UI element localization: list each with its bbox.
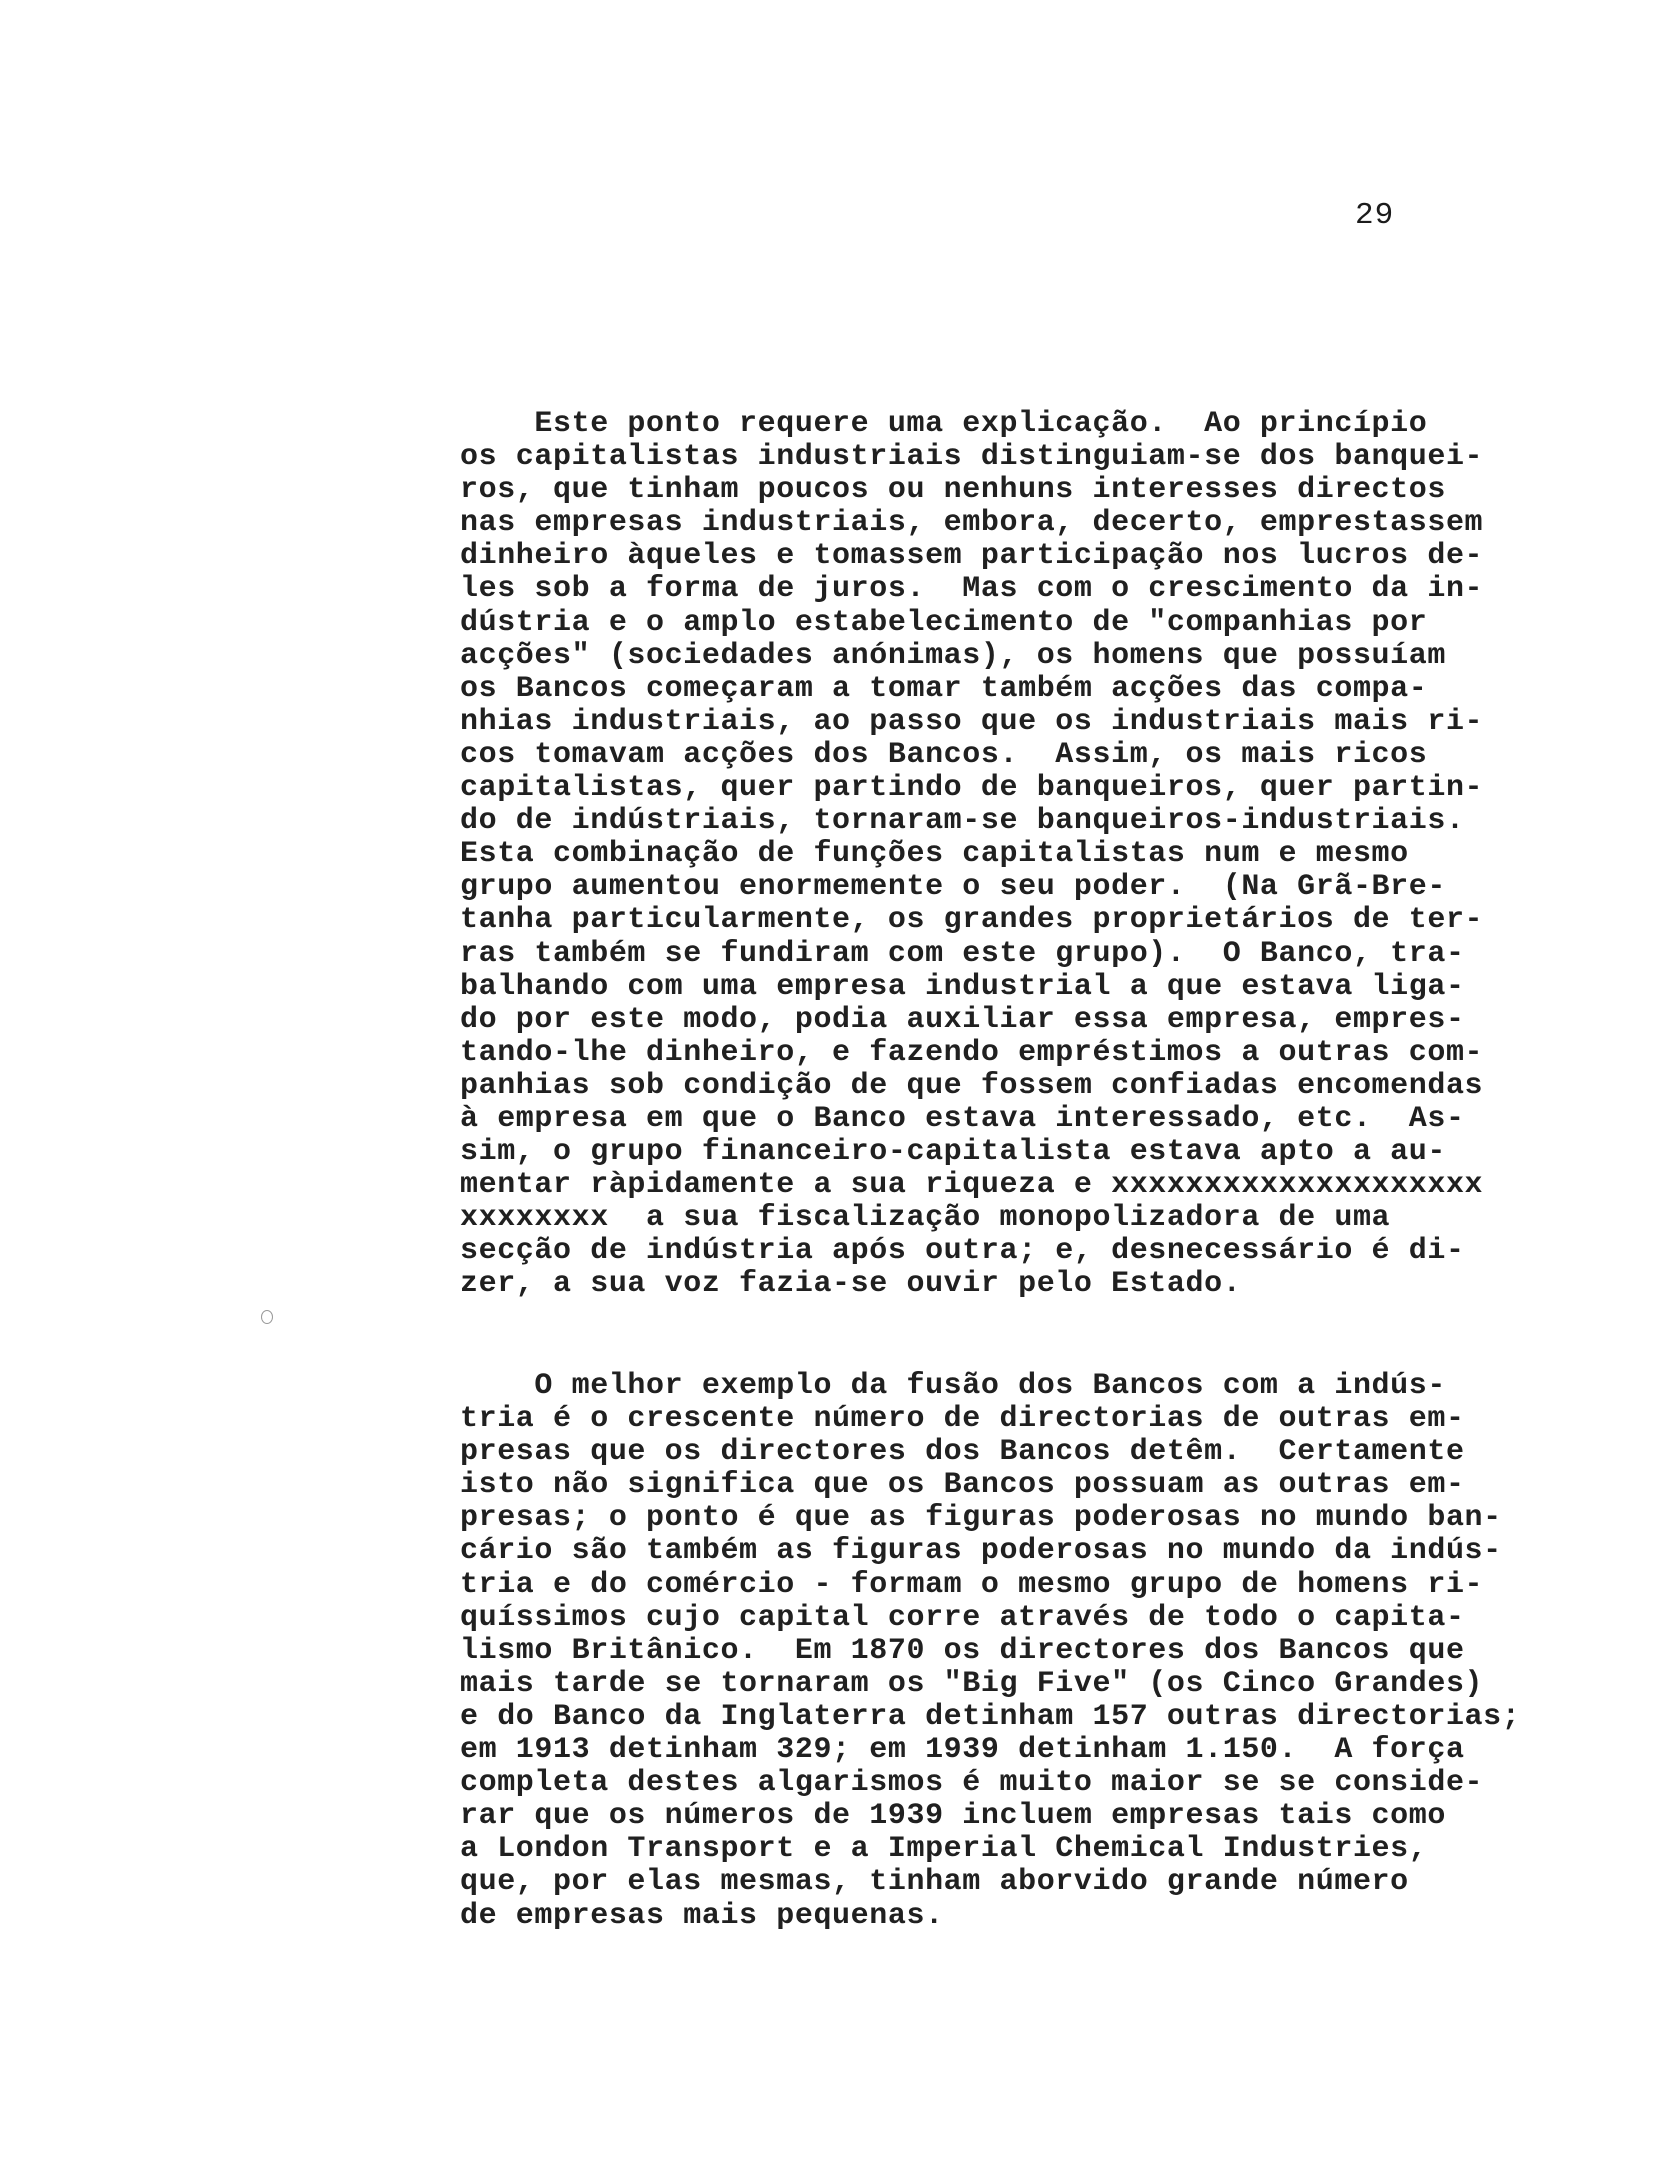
text-line: panhias sob condição de que fossem confiadas encomendas [460, 1068, 1484, 1103]
text-line: em 1913 detinham 329; em 1939 detinham 1.150. A força [460, 1733, 1465, 1768]
text-line: os Bancos começaram a tomar também acções das compa- [460, 671, 1428, 706]
text-line: les sob a forma de juros. Mas com o crescimento da in- [460, 572, 1484, 607]
text-line: dústria e o amplo estabelecimento de "companhias por [460, 605, 1428, 640]
text-line: que, por elas mesmas, tinham aborvido grande número [460, 1865, 1409, 1900]
text-line: de empresas mais pequenas. [460, 1898, 944, 1933]
text-line: cário são também as figuras poderosas no mundo da indús- [460, 1534, 1502, 1569]
text-line: Este ponto requere uma explicação. Ao princípio [460, 407, 1428, 441]
text-line: tria e do comércio - formam o mesmo grupo de homens ri- [460, 1567, 1484, 1602]
text-line: completa destes algarismos é muito maior se se conside- [460, 1766, 1484, 1801]
page-number: 29 [1355, 198, 1395, 233]
text-line: acções" (sociedades anónimas), os homens que possuíam [460, 638, 1446, 673]
text-line: nas empresas industriais, embora, decerto, emprestassem [460, 506, 1484, 541]
text-line: quíssimos cujo capital corre através de todo o capita- [460, 1600, 1465, 1635]
text-line: Esta combinação de funções capitalistas num e mesmo [460, 837, 1409, 872]
text-line: e do Banco da Inglaterra detinham 157 outras directorias; [460, 1699, 1521, 1734]
text-line: xxxxxxxx a sua fiscalização monopolizadora de uma [460, 1201, 1391, 1236]
margin-mark [261, 1310, 273, 1324]
text-line: rar que os números de 1939 incluem empresas tais como [460, 1799, 1446, 1834]
text-line: O melhor exemplo da fusão dos Bancos com a indús- [460, 1369, 1446, 1403]
text-line: tando-lhe dinheiro, e fazendo empréstimos a outras com- [460, 1035, 1484, 1070]
text-line: presas; o ponto é que as figuras poderosas no mundo ban- [460, 1501, 1502, 1536]
text-line: tria é o crescente número de directorias de outras em- [460, 1402, 1465, 1437]
text-line: mais tarde se tornaram os "Big Five" (os Cinco Grandes) [460, 1666, 1484, 1701]
text-line: a London Transport e a Imperial Chemical Industries, [460, 1832, 1428, 1867]
text-line: ras também se fundiram com este grupo). O Banco, tra- [460, 936, 1465, 971]
text-line: isto não significa que os Bancos possuam as outras em- [460, 1468, 1465, 1503]
text-line: nhias industriais, ao passo que os industriais mais ri- [460, 704, 1484, 739]
text-line: do de indústriais, tornaram-se banqueiros-industriais. [460, 804, 1465, 839]
text-line: ros, que tinham poucos ou nenhuns interesses directos [460, 473, 1446, 508]
text-line: mentar ràpidamente a sua riqueza e xxxxxxxxxxxxxxxxxxxx [460, 1168, 1484, 1203]
text-line: secção de indústria após outra; e, desnecessário é di- [460, 1234, 1465, 1269]
text-line: cos tomavam acções dos Bancos. Assim, os mais ricos [460, 737, 1428, 772]
paragraph [460, 408, 1620, 1302]
text-line: os capitalistas industriais distinguiam-se dos banquei- [460, 440, 1484, 475]
text-line: do por este modo, podia auxiliar essa empresa, empres- [460, 1002, 1465, 1037]
text-line: lismo Britânico. Em 1870 os directores dos Bancos que [460, 1633, 1465, 1668]
text-line: tanha particularmente, os grandes proprietários de ter- [460, 903, 1484, 938]
text-line: à empresa em que o Banco estava interessado, etc. As- [460, 1101, 1465, 1136]
paragraph [460, 1370, 1620, 1933]
text-line: dinheiro àqueles e tomassem participação nos lucros de- [460, 539, 1484, 574]
text-line: grupo aumentou enormemente o seu poder. (Na Grã-Bre- [460, 870, 1446, 905]
text-line: balhando com uma empresa industrial a que estava liga- [460, 969, 1465, 1004]
text-line: sim, o grupo financeiro-capitalista estava apto a au- [460, 1135, 1446, 1170]
text-line: zer, a sua voz fazia-se ouvir pelo Estado. [460, 1267, 1242, 1302]
text-line: presas que os directores dos Bancos detêm. Certamente [460, 1435, 1465, 1470]
text-line: capitalistas, quer partindo de banqueiros, quer partin- [460, 771, 1484, 806]
